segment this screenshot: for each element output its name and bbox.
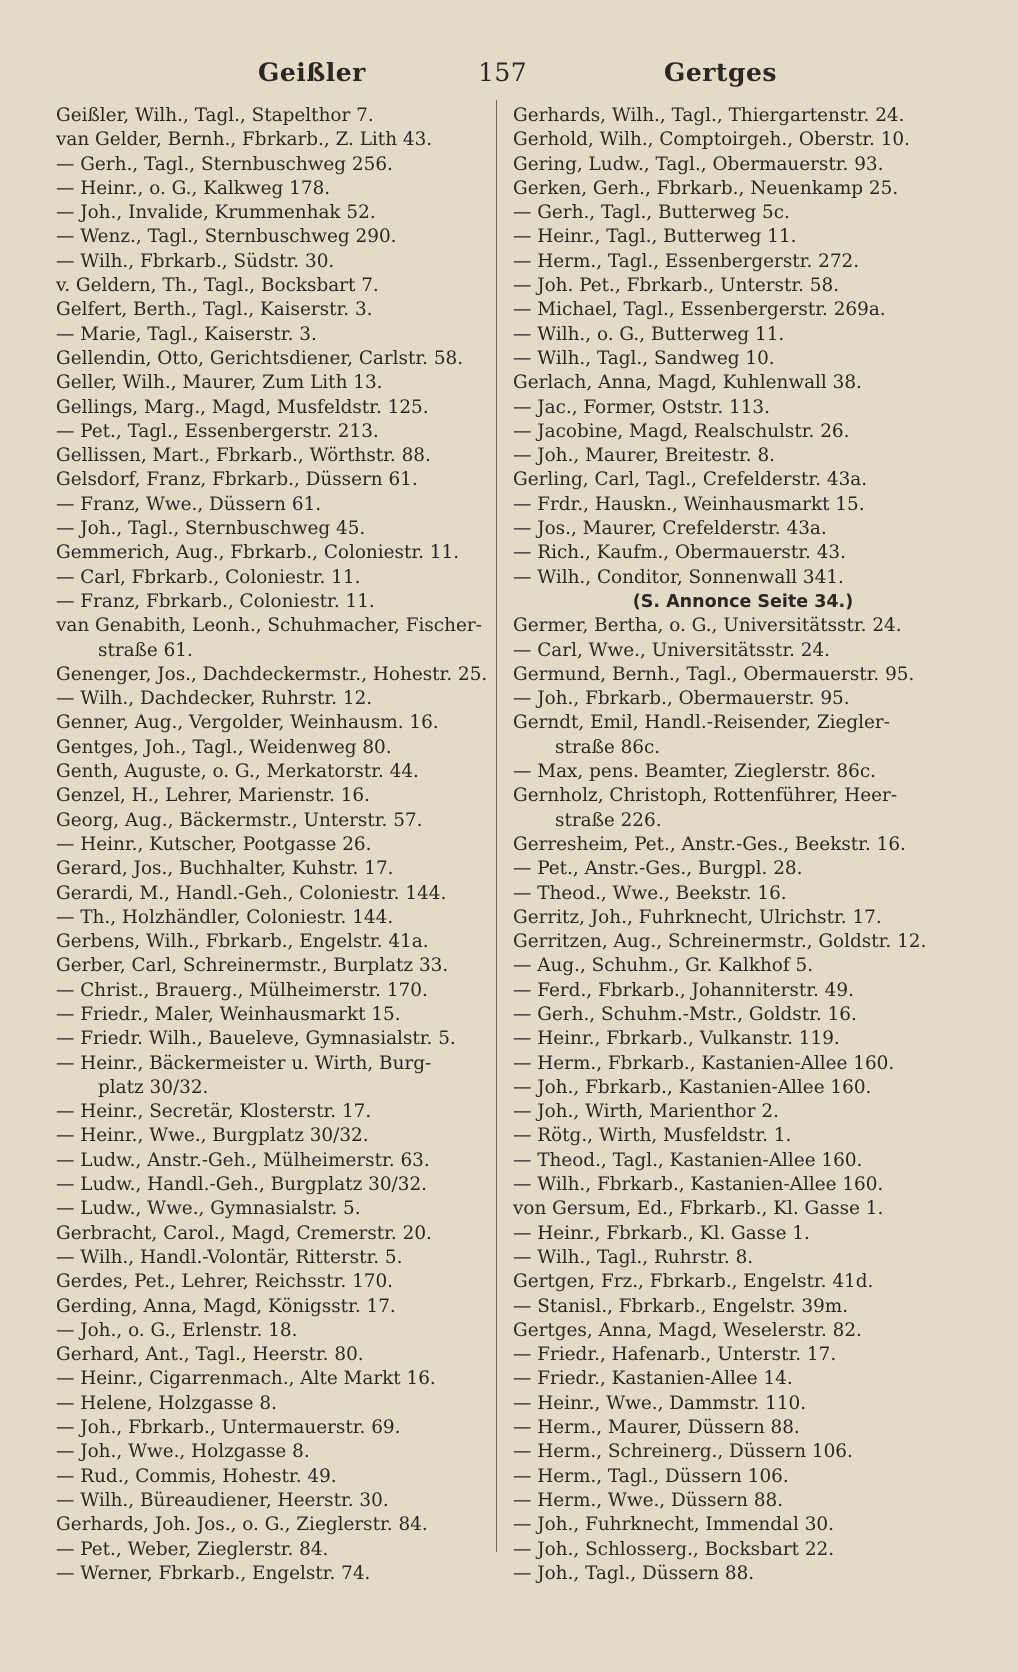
directory-entry: — Heinr., Kutscher, Pootgasse 26.	[56, 833, 372, 855]
page-header	[0, 50, 1018, 94]
directory-entry: — Werner, Fbrkarb., Engelstr. 74.	[56, 1562, 371, 1584]
directory-entry: platz 30/32.	[98, 1076, 209, 1098]
directory-entry: — Joh., o. G., Erlenstr. 18.	[56, 1319, 298, 1341]
directory-entry: Gentges, Joh., Tagl., Weidenweg 80.	[56, 736, 392, 758]
directory-entry: Gering, Ludw., Tagl., Obermauerstr. 93.	[513, 153, 884, 175]
directory-entry: Gertgen, Frz., Fbrkarb., Engelstr. 41d.	[513, 1271, 874, 1293]
directory-entry: — Stanisl., Fbrkarb., Engelstr. 39m.	[513, 1295, 849, 1317]
header-right-keyword: Gertges	[664, 58, 777, 87]
directory-entry: Gerritz, Joh., Fuhrknecht, Ulrichstr. 17.	[513, 906, 882, 928]
directory-entry: — Heinr., Fbrkarb., Vulkanstr. 119.	[513, 1028, 840, 1050]
directory-entry: — Herm., Schreinerg., Düssern 106.	[513, 1441, 853, 1463]
directory-entry: — Franz, Fbrkarb., Coloniestr. 11.	[56, 590, 375, 612]
directory-entry: — Pet., Anstr.-Ges., Burgpl. 28.	[513, 858, 803, 880]
directory-entry: Gerritzen, Aug., Schreinermstr., Goldstr. 12.	[513, 931, 927, 953]
directory-entry: — Joh., Wirth, Marienthor 2.	[513, 1101, 779, 1123]
directory-entry: — Wilh., Büreaudiener, Heerstr. 30.	[56, 1489, 389, 1511]
directory-entry: — Wilh., Handl.-Volontär, Ritterstr. 5.	[56, 1246, 403, 1268]
directory-entry: — Joh., Schlosserg., Bocksbart 22.	[513, 1538, 835, 1560]
directory-entry: — Wilh., o. G., Butterweg 11.	[513, 323, 785, 345]
directory-entry: — Michael, Tagl., Essenbergerstr. 269a.	[513, 299, 886, 321]
directory-entry: — Joh., Invalide, Krummenhak 52.	[56, 202, 376, 224]
directory-entry: — Heinr., Secretär, Klosterstr. 17.	[56, 1101, 372, 1123]
directory-entry: — Max, pens. Beamter, Zieglerstr. 86c.	[513, 761, 876, 783]
directory-entry: — Friedr., Kastanien-Allee 14.	[513, 1368, 793, 1390]
directory-entry: Gernholz, Christoph, Rottenführer, Heer-	[513, 785, 898, 807]
directory-entry: — Herm., Tagl., Düssern 106.	[513, 1465, 789, 1487]
directory-entry: — Wilh., Conditor, Sonnenwall 341.	[513, 566, 844, 588]
directory-entry: Gelsdorf, Franz, Fbrkarb., Düssern 61.	[56, 469, 418, 491]
directory-entry: Geißler, Wilh., Tagl., Stapelthor 7.	[56, 105, 374, 126]
directory-entry: Gerlach, Anna, Magd, Kuhlenwall 38.	[513, 372, 862, 394]
directory-entry: — Pet., Tagl., Essenbergerstr. 213.	[56, 420, 379, 442]
directory-entry: van Gelder, Bernh., Fbrkarb., Z. Lith 43.	[56, 129, 433, 151]
directory-entry: — Joh., Fbrkarb., Kastanien-Allee 160.	[513, 1076, 872, 1098]
directory-entry: — Wenz., Tagl., Sternbuschweg 290.	[56, 226, 397, 248]
directory-entry: — Ferd., Fbrkarb., Johanniterstr. 49.	[513, 979, 854, 1001]
directory-entry: — Joh., Fuhrknecht, Immendal 30.	[513, 1514, 834, 1536]
directory-entry: — Christ., Brauerg., Mülheimerstr. 170.	[56, 979, 428, 1001]
directory-entry: — Joh., Fbrkarb., Untermauerstr. 69.	[56, 1417, 401, 1439]
directory-entry: straße 86c.	[555, 736, 661, 758]
directory-entry: — Carl, Fbrkarb., Coloniestr. 11.	[56, 566, 361, 588]
directory-entry: — Th., Holzhändler, Coloniestr. 144.	[56, 906, 394, 928]
directory-entry: — Heinr., Cigarrenmach., Alte Markt 16.	[56, 1368, 436, 1390]
directory-entry: Germund, Bernh., Tagl., Obermauerstr. 95.	[513, 663, 915, 685]
directory-entry: — Joh., Wwe., Holzgasse 8.	[56, 1441, 310, 1463]
directory-entry: Gerardi, M., Handl.-Geh., Coloniestr. 144.	[56, 882, 447, 904]
directory-entry: Gerndt, Emil, Handl.-Reisender, Ziegler-	[513, 712, 890, 734]
directory-entry: Gerresheim, Pet., Anstr.-Ges., Beekstr. 16.	[513, 833, 906, 855]
directory-entry: — Heinr., Wwe., Burgplatz 30/32.	[56, 1125, 369, 1147]
column-divider	[496, 100, 497, 1552]
directory-entry: — Joh., Tagl., Düssern 88.	[513, 1562, 755, 1584]
directory-entry: Gemmerich, Aug., Fbrkarb., Coloniestr. 11.	[56, 542, 460, 564]
directory-entry: — Aug., Schuhm., Gr. Kalkhof 5.	[513, 955, 814, 977]
directory-entry: Gerken, Gerh., Fbrkarb., Neuenkamp 25.	[513, 177, 899, 199]
directory-entry: — Heinr., Bäckermeister u. Wirth, Burg-	[56, 1052, 432, 1074]
directory-entry: — Jacobine, Magd, Realschulstr. 26.	[513, 420, 850, 442]
directory-entry: (S. Annonce Seite 34.)	[632, 591, 854, 612]
directory-entry: Gellings, Marg., Magd, Musfeldstr. 125.	[56, 396, 429, 418]
directory-entry: — Gerh., Tagl., Sternbuschweg 256.	[56, 153, 393, 175]
directory-entry: — Ludw., Anstr.-Geh., Mülheimerstr. 63.	[56, 1149, 430, 1171]
directory-entry: — Heinr., o. G., Kalkweg 178.	[56, 177, 331, 199]
directory-entry: — Wilh., Dachdecker, Ruhrstr. 12.	[56, 688, 373, 710]
directory-entry: Georg, Aug., Bäckermstr., Unterstr. 57.	[56, 809, 423, 831]
directory-entry: — Jac., Former, Oststr. 113.	[513, 396, 770, 418]
page-number: 157	[478, 58, 528, 87]
directory-entry: von Gersum, Ed., Fbrkarb., Kl. Gasse 1.	[513, 1198, 884, 1220]
directory-entry: Gerling, Carl, Tagl., Crefelderstr. 43a.	[513, 469, 868, 491]
directory-entry: Genenger, Jos., Dachdeckermstr., Hohestr. 25.	[56, 663, 488, 685]
directory-entry: — Herm., Fbrkarb., Kastanien-Allee 160.	[513, 1052, 895, 1074]
directory-entry: Gerhards, Wilh., Tagl., Thiergartenstr. 24.	[513, 105, 905, 126]
directory-entry: — Marie, Tagl., Kaiserstr. 3.	[56, 323, 317, 345]
directory-entry: — Rich., Kaufm., Obermauerstr. 43.	[513, 542, 846, 564]
directory-entry: — Wilh., Fbrkarb., Südstr. 30.	[56, 250, 335, 272]
right-column	[513, 104, 973, 1586]
directory-entry: — Herm., Tagl., Essenbergerstr. 272.	[513, 250, 860, 272]
directory-entry: Gertges, Anna, Magd, Weselerstr. 82.	[513, 1319, 862, 1341]
directory-entry: Genner, Aug., Vergolder, Weinhausm. 16.	[56, 712, 439, 734]
directory-entry: — Joh., Maurer, Breitestr. 8.	[513, 445, 776, 467]
directory-entry: — Herm., Maurer, Düssern 88.	[513, 1417, 800, 1439]
directory-entry: Genth, Auguste, o. G., Merkatorstr. 44.	[56, 761, 419, 783]
header-left-keyword: Geißler	[258, 58, 366, 87]
directory-entry: — Ludw., Handl.-Geh., Burgplatz 30/32.	[56, 1174, 427, 1196]
directory-entry: — Friedr. Wilh., Baueleve, Gymnasialstr. 5.	[56, 1028, 456, 1050]
directory-entry: Germer, Bertha, o. G., Universitätsstr. 24.	[513, 615, 902, 637]
directory-entry: Genzel, H., Lehrer, Marienstr. 16.	[56, 785, 370, 807]
directory-entry: Gellissen, Mart., Fbrkarb., Wörthstr. 88.	[56, 445, 431, 467]
directory-entry: Gerbens, Wilh., Fbrkarb., Engelstr. 41a.	[56, 931, 429, 953]
directory-entry: Gerding, Anna, Magd, Königsstr. 17.	[56, 1295, 396, 1317]
directory-entry: — Frdr., Hauskn., Weinhausmarkt 15.	[513, 493, 865, 515]
directory-entry: — Wilh., Tagl., Sandweg 10.	[513, 347, 775, 369]
directory-entry: — Wilh., Tagl., Ruhrstr. 8.	[513, 1246, 754, 1268]
directory-entry: — Theod., Tagl., Kastanien-Allee 160.	[513, 1149, 863, 1171]
directory-entry: straße 226.	[555, 809, 662, 831]
directory-entry: straße 61.	[98, 639, 193, 661]
directory-entry: — Joh., Fbrkarb., Obermauerstr. 95.	[513, 688, 850, 710]
directory-entry: Gerard, Jos., Buchhalter, Kuhstr. 17.	[56, 858, 394, 880]
left-column	[56, 104, 486, 1586]
directory-entry: — Herm., Wwe., Düssern 88.	[513, 1489, 784, 1511]
directory-entry: Gerdes, Pet., Lehrer, Reichsstr. 170.	[56, 1271, 394, 1293]
directory-entry: — Rötg., Wirth, Musfeldstr. 1.	[513, 1125, 792, 1147]
directory-entry: — Ludw., Wwe., Gymnasialstr. 5.	[56, 1198, 361, 1220]
directory-entry: — Gerh., Schuhm.-Mstr., Goldstr. 16.	[513, 1003, 857, 1025]
directory-entry: — Jos., Maurer, Crefelderstr. 43a.	[513, 518, 827, 540]
directory-entry: — Gerh., Tagl., Butterweg 5c.	[513, 202, 790, 224]
directory-entry: Gerhold, Wilh., Comptoirgeh., Oberstr. 10.	[513, 129, 910, 151]
directory-entry: — Helene, Holzgasse 8.	[56, 1392, 277, 1414]
directory-entry: — Wilh., Fbrkarb., Kastanien-Allee 160.	[513, 1174, 884, 1196]
directory-entry: — Friedr., Maler, Weinhausmarkt 15.	[56, 1003, 401, 1025]
directory-entry: — Heinr., Wwe., Dammstr. 110.	[513, 1392, 807, 1414]
directory-entry: Gerbracht, Carol., Magd, Cremerstr. 20.	[56, 1222, 432, 1244]
directory-entry: — Heinr., Fbrkarb., Kl. Gasse 1.	[513, 1222, 810, 1244]
directory-entry: — Carl, Wwe., Universitätsstr. 24.	[513, 639, 831, 661]
directory-entry: — Pet., Weber, Zieglerstr. 84.	[56, 1538, 329, 1560]
directory-entry: — Joh. Pet., Fbrkarb., Unterstr. 58.	[513, 275, 840, 297]
directory-entry: — Heinr., Tagl., Butterweg 11.	[513, 226, 797, 248]
directory-entry: Gerber, Carl, Schreinermstr., Burplatz 33.	[56, 955, 449, 977]
directory-entry: — Theod., Wwe., Beekstr. 16.	[513, 882, 787, 904]
directory-entry: Gerhard, Ant., Tagl., Heerstr. 80.	[56, 1344, 364, 1366]
directory-entry: — Rud., Commis, Hohestr. 49.	[56, 1465, 337, 1487]
directory-entry: — Joh., Tagl., Sternbuschweg 45.	[56, 518, 366, 540]
directory-entry: — Friedr., Hafenarb., Unterstr. 17.	[513, 1344, 837, 1366]
directory-entry: Geller, Wilh., Maurer, Zum Lith 13.	[56, 372, 383, 394]
directory-entry: Gerhards, Joh. Jos., o. G., Zieglerstr. 84.	[56, 1514, 428, 1536]
directory-entry: Gelfert, Berth., Tagl., Kaiserstr. 3.	[56, 299, 373, 321]
directory-entry: Gellendin, Otto, Gerichtsdiener, Carlstr. 58.	[56, 347, 464, 369]
directory-entry: v. Geldern, Th., Tagl., Bocksbart 7.	[56, 275, 379, 297]
directory-entry: van Genabith, Leonh., Schuhmacher, Fischer-	[56, 615, 482, 637]
directory-entry: — Franz, Wwe., Düssern 61.	[56, 493, 322, 515]
